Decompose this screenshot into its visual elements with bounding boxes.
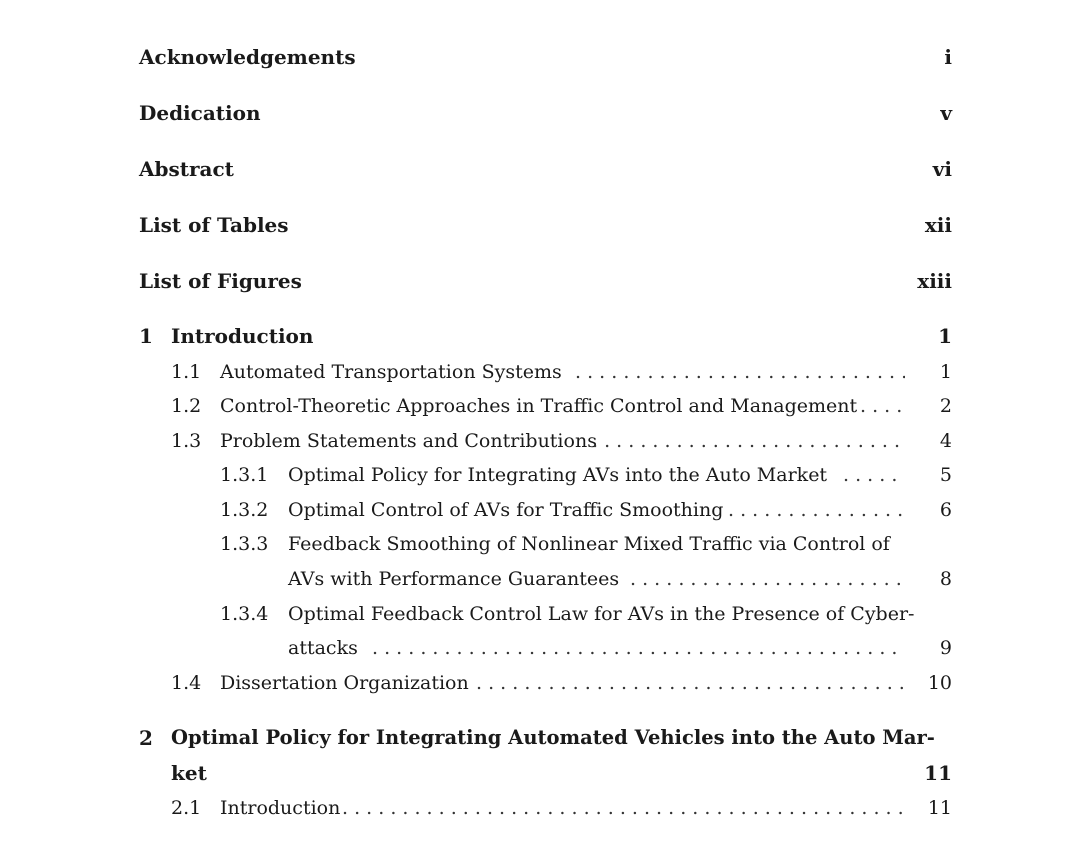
section-page: 11 xyxy=(927,797,952,819)
toc-subsection-1-3-2[interactable] xyxy=(0,493,1080,527)
subsection-page: 5 xyxy=(939,464,952,486)
chapter-title-continued: ket xyxy=(171,761,207,785)
leader-dots xyxy=(630,562,905,596)
chapter-number: 1 xyxy=(139,324,153,348)
section-page: 10 xyxy=(927,672,952,694)
subsection-title: Optimal Policy for Integrating AVs into the Auto Market xyxy=(288,464,828,486)
section-title: Control-Theoretic Approaches in Traffic Control and Management xyxy=(220,395,858,417)
leader-dots xyxy=(476,666,905,700)
toc-subsection-1-3-4[interactable] xyxy=(0,597,1080,631)
section-number: 1.2 xyxy=(171,395,202,417)
chapter-page: 1 xyxy=(938,324,952,348)
subsection-number: 1.3.4 xyxy=(220,603,269,625)
toc-entry-dedication[interactable] xyxy=(0,96,1080,130)
toc-entry-abstract[interactable] xyxy=(0,152,1080,186)
toc-entry-list-of-tables[interactable] xyxy=(0,208,1080,242)
section-page: 4 xyxy=(939,430,952,452)
subsection-page: 9 xyxy=(939,637,952,659)
toc-chapter-2-cont[interactable] xyxy=(0,756,1080,790)
toc-entry-title: Abstract xyxy=(139,157,234,181)
chapter-number: 2 xyxy=(139,726,153,750)
section-number: 1.3 xyxy=(171,430,202,452)
subsection-number: 1.3.1 xyxy=(220,464,269,486)
toc-entry-list-of-figures[interactable] xyxy=(0,264,1080,298)
subsection-page: 8 xyxy=(939,568,952,590)
section-number: 1.1 xyxy=(171,361,202,383)
toc-entry-title: Acknowledgements xyxy=(139,45,356,69)
chapter-title: Introduction xyxy=(171,324,314,348)
toc-subsection-1-3-1[interactable] xyxy=(0,458,1080,492)
leader-dots xyxy=(728,493,905,527)
subsection-title: Optimal Feedback Control Law for AVs in the Presence of Cyber- xyxy=(288,603,915,625)
section-title: Automated Transportation Systems xyxy=(220,361,562,383)
toc-entry-title: Dedication xyxy=(139,101,261,125)
leader-dots xyxy=(342,791,905,825)
section-title: Introduction xyxy=(220,797,341,819)
toc-section-1-3[interactable] xyxy=(0,424,1080,458)
subsection-title: Feedback Smoothing of Nonlinear Mixed Traffic via Control of xyxy=(288,533,890,555)
toc-entry-page: xiii xyxy=(917,269,952,293)
subsection-page: 6 xyxy=(939,499,952,521)
leader-dots xyxy=(575,355,905,389)
section-title: Problem Statements and Contributions xyxy=(220,430,597,452)
toc-section-1-4[interactable] xyxy=(0,666,1080,700)
leader-dots xyxy=(592,424,905,458)
leader-dots xyxy=(843,458,905,492)
section-page: 1 xyxy=(939,361,952,383)
toc-entry-title: List of Tables xyxy=(139,213,289,237)
section-title: Dissertation Organization xyxy=(220,672,469,694)
subsection-number: 1.3.3 xyxy=(220,533,269,555)
toc-entry-page: vi xyxy=(932,157,952,181)
toc-entry-page: xii xyxy=(924,213,952,237)
toc-section-1-1[interactable] xyxy=(0,355,1080,389)
subsection-title: Optimal Control of AVs for Traffic Smoothing xyxy=(288,499,724,521)
leader-dots xyxy=(372,631,905,665)
toc-subsection-1-3-3[interactable] xyxy=(0,527,1080,561)
toc-chapter-2[interactable] xyxy=(0,721,1080,755)
chapter-page: 11 xyxy=(924,761,952,785)
subsection-title-continued: AVs with Performance Guarantees xyxy=(288,568,620,590)
subsection-title-continued: attacks xyxy=(288,637,358,659)
toc-subsection-1-3-3-cont[interactable] xyxy=(0,562,1080,596)
toc-subsection-1-3-4-cont[interactable] xyxy=(0,631,1080,665)
toc-section-2-1[interactable] xyxy=(0,791,1080,825)
toc-entry-title: List of Figures xyxy=(139,269,302,293)
leader-dots xyxy=(860,389,905,423)
subsection-number: 1.3.2 xyxy=(220,499,269,521)
toc-section-1-2[interactable] xyxy=(0,389,1080,423)
toc-entry-page: v xyxy=(940,101,952,125)
section-number: 1.4 xyxy=(171,672,202,694)
section-page: 2 xyxy=(939,395,952,417)
section-number: 2.1 xyxy=(171,797,202,819)
toc-chapter-1[interactable] xyxy=(0,319,1080,353)
chapter-title: Optimal Policy for Integrating Automated Vehicles into the Auto Mar- xyxy=(171,726,935,749)
toc-entry-page: i xyxy=(944,45,952,69)
toc-entry-acknowledgements[interactable] xyxy=(0,40,1080,74)
